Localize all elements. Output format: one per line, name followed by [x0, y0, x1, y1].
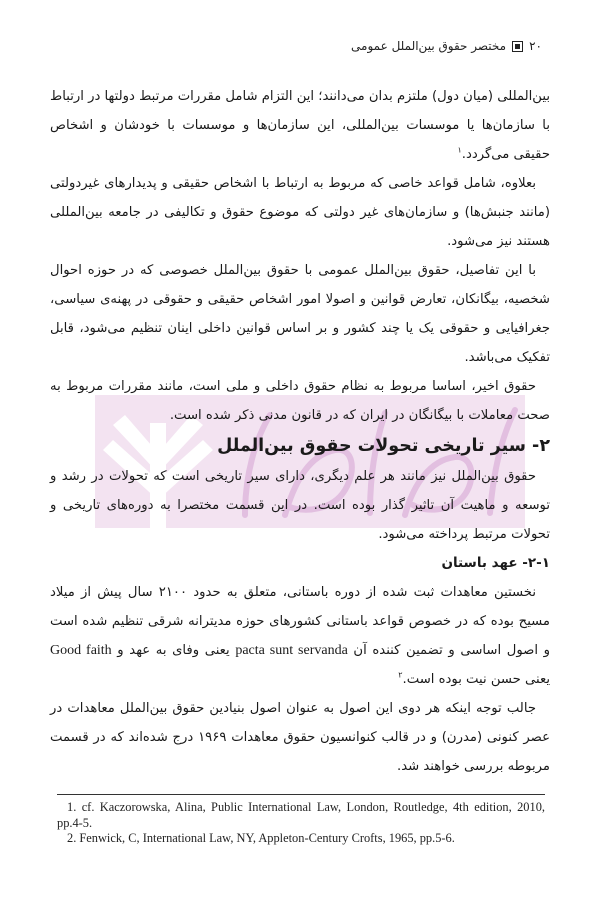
footnotes [57, 800, 545, 847]
paragraph-4: حقوق اخیر، اساسا مربوط به نظام حقوق داخلی و ملی است، مانند مقررات مربوط به صحت معاملات با بیگانگان در ایران که در قانون مدنی ذکر شده است. [50, 379, 550, 423]
footnote-2: 2. Fenwick, C, International Law, NY, Appleton-Century Crofts, 1965, pp.5-6. [67, 831, 455, 845]
footnote-divider [57, 794, 545, 795]
paragraph-1: بین‌المللی (میان دول) ملتزم بدان می‌دانند؛ این التزام شامل مقررات مرتبط دولتها در ارتباط با سازمان‌ها یا موسسات بین‌المللی، این سازمان‌ها و موسسات با خودشان و اشخاص حقیقی می‌گردد.$^۱$ [50, 89, 550, 162]
paragraph-3: با این تفاصیل، حقوق بین‌الملل عمومی با حقوق بین‌الملل خصوصی که در حوزه احوال شخصیه، بیگانکان، تعارض قوانین و اصولا امور اشخاص حقیقی و حقوقی در پهنه‌ی سیاسی، جغرافیایی و حقوقی یک یا چند کشور و بر اساس قوانین داخلی اینان تنظیم می‌شود، قابل تفکیک می‌باشد. [50, 263, 550, 365]
footnote-ref-2[interactable]: ۲ [398, 670, 403, 680]
page-number: ۲۰ [529, 39, 542, 53]
paragraph-2: بعلاوه، شامل قواعد خاصی که مربوط به ارتباط با اشخاص حقیقی و پدیدارهای غیردولتی (مانند جنبش‌ها) و سازمان‌های غیر دولتی که موضوع حقوق و تکالیفی در جامعه بین‌المللی هستند نیز می‌شود. [50, 176, 550, 249]
paragraph-7: جالب توجه اینکه هر دوی این اصول به عنوان اصول بنیادین حقوق بین‌الملل معاهدات در عصر کنونی (مدرن) و در قالب کنوانسیون حقوق معاهدات ۱۹۶۹ درج شده‌اند که در قسمت مربوطه بررسی خواهند شد. [50, 701, 550, 774]
latin-term-pacta: pacta sunt servanda [235, 643, 348, 658]
footnote-1: 1. cf. Kaczorowska, Alina, Public International Law, London, Routledge, 4th edition, 2010, pp.4-5. [57, 800, 545, 830]
subsection-heading: ۲-۱- عهد باستان [441, 555, 550, 571]
running-head [351, 38, 542, 54]
paragraph-6: نخستین معاهدات ثبت شده از دوره باستانی، متعلق به حدود ۲۱۰۰ سال پیش از میلاد مسیح بوده که در خصوص قواعد باستانی کشورهای حوزه مدیترانه شرقی تنظیم شده است و اصول اساسی و تضمین کننده آن pacta sunt servanda یعنی وفای به عهد و Good faith یعنی حسن نیت بوده است.$^۲$ [50, 585, 550, 687]
main-body [50, 82, 550, 781]
running-head-title: مختصر حقوق بین‌الملل عمومی [351, 39, 507, 53]
footnote-ref-1[interactable]: ۱ [457, 145, 462, 155]
latin-term-good-faith: Good faith [50, 643, 112, 658]
paragraph-5: حقوق بین‌الملل نیز مانند هر علم دیگری، دارای سیر تاریخی است که تحولات در رشد و توسعه و ماهیت آن تاثیر گذار بوده است. در این قسمت مختصرا به دوره‌های تاریخی و تحولات مرتبط پرداخته می‌شود. [50, 469, 550, 542]
section-heading: ۲- سیر تاریخی تحولات حقوق بین‌الملل [217, 436, 550, 456]
square-bullet-icon [512, 41, 523, 52]
